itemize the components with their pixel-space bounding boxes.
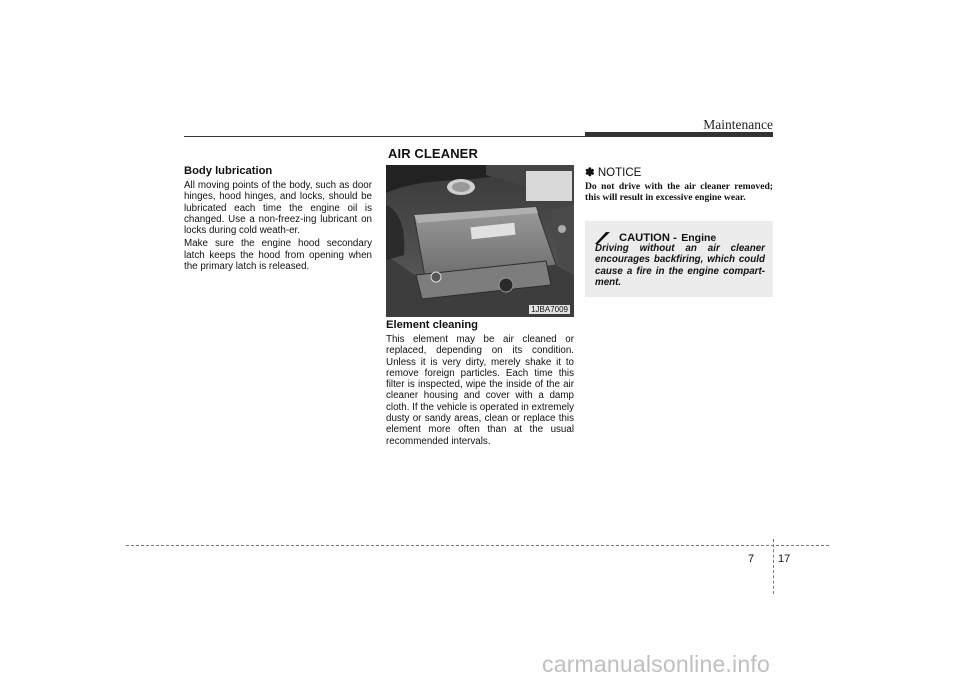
header-accent-bar [585,132,773,137]
element-cleaning-paragraph: This element may be air cleaned or replaced, depending on its condition. Unless it is very dirty, merely shake it to remove foreign particles. Each time this filter is inspected, wipe the inside of the air cleaner housing and cover with a damp cloth. If the vehicle is operated in extremely dusty or sandy areas, clean or replace this element more often than at the usual recommended intervals. [386,334,574,447]
caution-title: CAUTION - [619,232,677,244]
notice-title [585,165,773,179]
element-cleaning-heading: Element cleaning [386,319,479,331]
chapter-number: 7 [748,553,755,565]
caution-box [585,221,773,297]
body-lubrication-section [184,163,372,274]
engine-bay-photo [386,165,574,317]
footer-rule [126,545,829,546]
caution-text: Driving without an air cleaner encourages backfiring, which could cause a fire in the engine compart-ment. [595,243,765,288]
page-number: 17 [778,553,791,565]
engine-bay-illustration [386,165,574,317]
section-title: AIR CLEANER [388,146,478,161]
page-header-title: Maintenance [703,117,773,132]
notice-title-text: NOTICE [597,167,642,179]
body-lubrication-heading: Body lubrication [184,165,273,177]
notice-star-icon: ✽ [585,167,595,179]
caution-subtitle: Engine [681,232,717,244]
body-lubrication-paragraph-1: All moving points of the body, such as door hinges, hood hinges, and locks, should be lubricated each time the engine oil is changed. Use a non-freez-ing lubricant on locks during cold weath-er. [184,180,372,237]
watermark-text: carmanualsonline.info [542,651,770,677]
body-lubrication-paragraph-2: Make sure the engine hood secondary latch keeps the hood from opening when the primary latch is released. [184,238,372,273]
figure-label: 1JBA7009 [531,305,568,314]
notice-section [585,163,773,203]
footer-divider [773,539,774,594]
notice-text: Do not drive with the air cleaner removed; this will result in excessive engine wear. [585,181,773,203]
